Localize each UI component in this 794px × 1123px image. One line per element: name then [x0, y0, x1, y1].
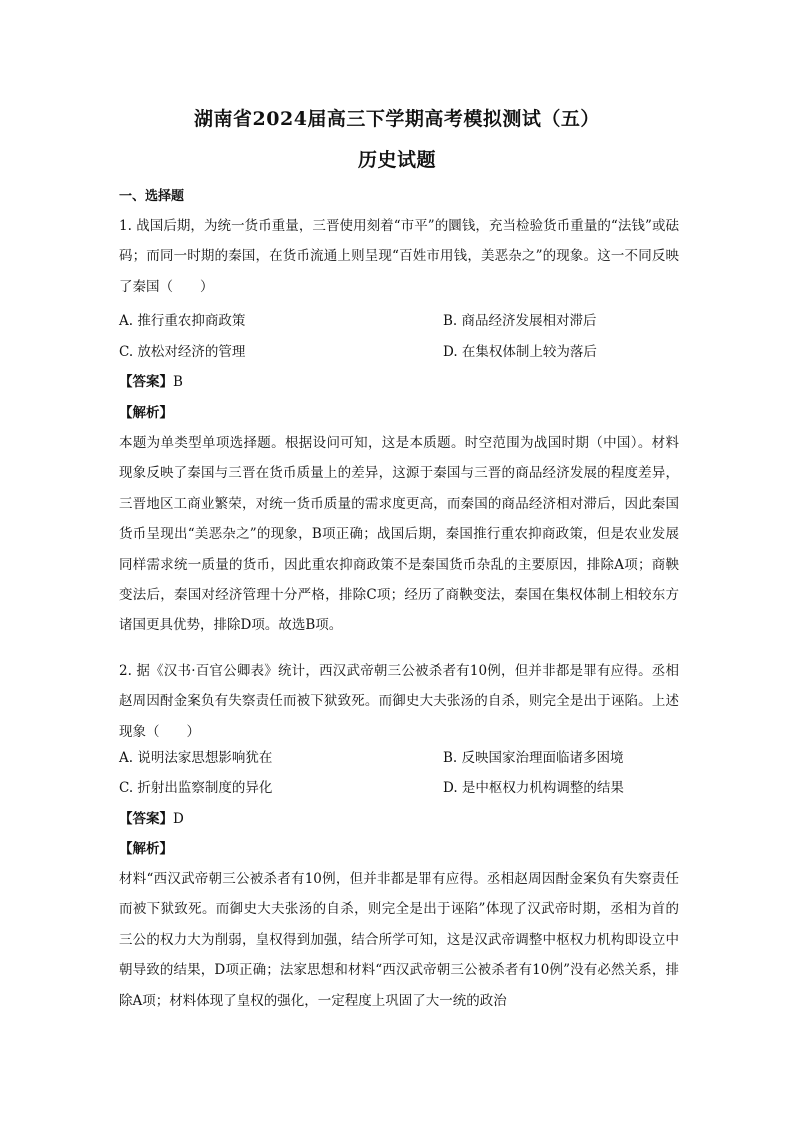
answer-label: 【答案】 — [119, 811, 173, 827]
page-subtitle: 历史试题 — [357, 149, 436, 171]
answer-value: D — [173, 811, 184, 827]
question-2-stem: 2. 据《汉书·百官公卿表》统计，西汉武帝朝三公被杀者有10例，但并非都是罪有应得。丞相赵周因酎金案负有失察责任而被下狱致死。而御史大夫张汤的自杀，则完全是出于诬陷。上述现象（ ） — [119, 663, 679, 740]
q1-answer — [119, 372, 183, 392]
q2-option-b: B. 反映国家治理面临诸多困境 — [443, 750, 624, 766]
q2-analysis: 材料“西汉武帝朝三公被杀者有10例，但并非都是罪有应得。丞相赵周因酎金案负有失察责任而被下狱致死。而御史大夫张汤的自杀，则完全是出于诬陷”体现了汉武帝时期，丞相为首的三公的权力大为削弱，皇权得到加强，结合所学可知，这是汉武帝调整中枢权力机构即设立中朝导致的结果，D项正确；法家思想和材料“西汉武帝朝三公被杀者有10例”没有必然关系，排除A项；材料体现了皇权的强化，一定程度上巩固了大一统的政治 — [119, 871, 679, 1009]
q2-answer — [119, 809, 184, 829]
q2-option-d: D. 是中枢权力机构调整的结果 — [443, 780, 624, 796]
q2-option-a: A. 说明法家思想影响犹在 — [119, 750, 273, 766]
q1-option-c: C. 放松对经济的管理 — [119, 344, 246, 360]
q1-analysis: 本题为单类型单项选择题。根据设问可知，这是本质题。时空范围为战国时期（中国）。材料现象反映了秦国与三晋在货币质量上的差异，这源于秦国与三晋的商品经济发展的程度差异，三晋地区工商业繁荣，对统一货币质量的需求度更高，而秦国的商品经济相对滞后，因此秦国货币呈现出“美恶杂之”的现象，B项正确；战国后期，秦国推行重农抑商政策，但是农业发展同样需求统一质量的货币，因此重农抑商政策不是秦国货币杂乱的主要原因，排除A项；商鞅变法后，秦国对经济管理十分严格，排除C项；经历了商鞅变法，秦国在集权体制上相较东方诸国更具优势，排除D项。故选B项。 — [119, 435, 679, 634]
q2-analysis-label: 【解析】 — [119, 841, 173, 857]
q1-option-d: D. 在集权体制上较为落后 — [443, 344, 597, 360]
section-heading: 一、选择题 — [119, 189, 185, 204]
q1-analysis-label: 【解析】 — [119, 405, 173, 421]
q1-option-b: B. 商品经济发展相对滞后 — [443, 313, 597, 329]
answer-label: 【答案】 — [119, 374, 173, 390]
answer-value: B — [173, 374, 183, 390]
page-title: 湖南省2024届高三下学期高考模拟测试（五） — [194, 108, 600, 130]
q1-option-a: A. 推行重农抑商政策 — [119, 313, 246, 329]
question-1-stem: 1. 战国后期，为统一货币重量，三晋使用刻着“市平”的圜钱，充当检验货币重量的“法钱”或砝码；而同一时期的秦国，在货币流通上则呈现“百姓市用钱，美恶杂之”的现象。这一不同反映了秦国（ ） — [119, 218, 679, 295]
q2-option-c: C. 折射出监察制度的异化 — [119, 780, 273, 796]
